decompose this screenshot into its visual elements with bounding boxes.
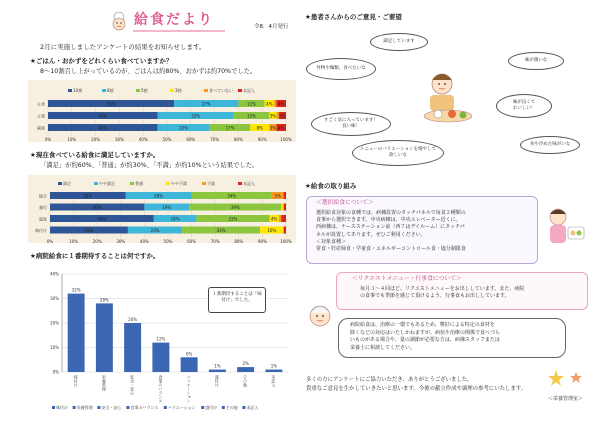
legend-label: 3割: [175, 88, 182, 93]
legend-label: 未記入: [243, 88, 255, 93]
data-label: 1%: [270, 363, 278, 369]
opinion-cloud-4: [496, 94, 552, 118]
q3-heading: ★病院給食に１番期待することは何ですか。: [30, 252, 160, 260]
bar-segment: [279, 215, 281, 222]
bar-segment: [281, 204, 283, 211]
data-label: 3%: [269, 113, 277, 119]
request-menu-body: [360, 286, 524, 300]
legend-swatch: [126, 406, 129, 409]
data-label: 46%: [98, 113, 108, 119]
data-label: 19%: [162, 204, 172, 210]
tick-label: 90%: [257, 137, 267, 142]
opinion-cloud-5: [311, 112, 391, 136]
q3-callout: [208, 287, 266, 313]
legend-label: 安全・安心: [101, 405, 122, 410]
legend-swatch: [164, 406, 167, 409]
legend-swatch: [170, 89, 174, 92]
opinion-text: すごく気に入っています！ 良い味！: [324, 118, 378, 129]
tick-label: 50%: [162, 137, 172, 142]
right-info_body-line: いものがある場合や、量の調節が必要な方は、病棟スタッフまたは: [350, 337, 500, 344]
bar-segment: [284, 204, 286, 211]
bar-segment: [281, 215, 286, 222]
opinion-text: 食や冷めた味がいな: [529, 142, 571, 148]
data-label: 5%: [274, 193, 281, 199]
data-label: 40%: [92, 204, 102, 210]
tick-label: 10%: [50, 345, 59, 350]
category-label: 安全・安心: [130, 375, 136, 395]
right-info_body-line: 除くなどの対応はいたしかねますが、病状や治療の関係で食べづら: [350, 329, 501, 336]
right-select_body-line: 西病棟は、ナースステーション前（西７はデイルーム）にタッチパ: [316, 224, 465, 231]
data-label: 3%: [269, 125, 277, 131]
bar: [237, 367, 254, 372]
category-label: 主菜: [37, 113, 45, 119]
data-label: 39%: [230, 204, 240, 210]
right-select_body-line: 食事から選択できます。中央病棟は、中央エレベーター近くに。: [316, 217, 461, 224]
tick-label: 80%: [234, 239, 244, 243]
intro-text: 2月に実施しましたアンケートの結果をお知らせします。: [40, 43, 206, 51]
data-label: 28%: [154, 193, 164, 199]
opinion-cloud-7: [352, 140, 444, 166]
category-label: 味付け: [73, 375, 79, 387]
nurse-illustration: [540, 205, 590, 249]
tick-label: 70%: [210, 137, 220, 142]
tick-label: 30%: [116, 239, 126, 243]
opinions-heading: ★患者さんからのご意見・ご要望: [305, 13, 402, 21]
legend-swatch: [238, 89, 242, 92]
bar: [96, 303, 113, 372]
tick-label: 60%: [187, 239, 197, 243]
data-label: 2%: [242, 361, 249, 367]
legend-label: 未記入: [243, 181, 255, 186]
bar-segment: [284, 192, 286, 199]
legend-label: 普通: [135, 181, 143, 186]
bar: [209, 370, 226, 372]
category-label: 温度: [39, 216, 47, 222]
tick-label: 100%: [280, 137, 292, 142]
tick-label: 30%: [114, 137, 124, 142]
tick-label: 10%: [69, 239, 79, 243]
data-label: 8%: [256, 125, 263, 131]
legend-swatch: [68, 89, 72, 92]
q3-callout-text: １番期待することは「味付け」でした。: [212, 292, 262, 304]
bar-segment: [284, 227, 286, 234]
tick-label: 80%: [233, 137, 243, 142]
opinion-cloud-6: [520, 136, 580, 154]
legend-swatch: [130, 182, 134, 185]
right-select_body-line: 選択給食対象の食種では、病棟設置のタッチパネルで毎食２種類の: [316, 210, 466, 216]
category-label: 主食: [37, 101, 45, 107]
legend-label: バリエーション: [167, 405, 196, 410]
efforts-heading: ★給食の取り組み: [305, 182, 357, 190]
legend-label: 8割: [107, 88, 114, 93]
tick-label: 40%: [50, 271, 59, 277]
issue-date: 令8．4月発行: [254, 24, 289, 30]
q1-heading: ★ごはん・おかずをどれくらい食べていますか？: [30, 57, 173, 65]
tick-label: 0%: [52, 369, 59, 375]
closing-message: [306, 376, 526, 394]
data-label: 33%: [84, 227, 94, 233]
stars-decoration: [548, 368, 588, 390]
legend-swatch: [201, 406, 204, 409]
data-label: 4%: [278, 125, 285, 131]
data-label: 17%: [225, 125, 235, 131]
data-label: 20%: [128, 317, 138, 322]
category-label: 量付: [39, 204, 47, 210]
right-info_body-line: 栄養士に相談してください。: [350, 344, 416, 351]
legend-swatch: [202, 182, 206, 185]
bar: [181, 357, 198, 372]
opinion-cloud-3: [508, 52, 564, 70]
data-label: 32%: [71, 287, 81, 293]
legend-label: 味付け: [56, 405, 68, 410]
data-label: 34%: [227, 193, 237, 199]
q2-chart-panel: [28, 175, 296, 243]
bar: [124, 323, 141, 372]
data-label: 12%: [156, 336, 166, 342]
data-label: 46%: [98, 125, 108, 131]
legend-swatch: [136, 89, 140, 92]
opinion-text: 味が良くて おいしい！: [512, 100, 536, 111]
data-label: 32%: [191, 113, 201, 119]
cook-illustration: [302, 300, 338, 336]
right-request_body-line: の食事でも季節を感じて頂けるよう、行事食もお出ししています。: [360, 293, 510, 300]
legend-label: やや不満: [171, 181, 187, 186]
legend-label: 未記入: [246, 405, 259, 410]
tick-label: 70%: [210, 239, 220, 243]
legend-label: その他: [225, 405, 238, 410]
legend-label: 5割: [141, 88, 148, 93]
data-label: 32%: [83, 193, 93, 199]
tick-label: 50%: [163, 239, 173, 243]
category-label: 総合: [39, 193, 47, 199]
legend-swatch: [204, 89, 208, 92]
right-select_body-line: ネルが設置してあります。ぜひご利用ください。: [316, 231, 426, 238]
page-title: 給食だより: [134, 12, 214, 28]
category-label: 栄養管理: [101, 375, 107, 391]
opinion-text: 丼物や麺類、食べたいな: [316, 66, 366, 72]
opinion-cloud-1: [370, 33, 428, 51]
patient-meal-illustration: [418, 68, 478, 126]
tick-label: 90%: [257, 239, 267, 243]
category-label: 副菜: [37, 125, 45, 131]
data-label: 53%: [106, 101, 116, 107]
data-label: 22%: [179, 125, 189, 131]
data-label: 27%: [201, 101, 211, 107]
bar: [265, 370, 282, 372]
legend-swatch: [166, 182, 170, 185]
q2-summary: 「満足」が約60%、「普通」が約30%、「不満」が約10%という結果でした。: [40, 162, 259, 169]
right-info_body-line: 病院給食は、治療の一環でもあるため、嗜好による特定の食材を: [350, 322, 495, 328]
signature: ＜栄養管理室＞: [548, 396, 584, 402]
q2-heading: ★現在食べている給食に満足していますか。: [30, 151, 160, 159]
tick-label: 20%: [50, 320, 59, 326]
info-callout-text: [350, 322, 500, 352]
category-label: 食事のバランス: [158, 375, 164, 403]
chef-illustration: [108, 10, 130, 32]
tick-label: 0%: [46, 239, 54, 243]
right-closing-line: 貴重なご意見を生かしていきたいと思います。今後の献立作成や調理の参考にいたします。: [306, 386, 527, 392]
right-request_body-line: 毎月３～４回ほど、リクエストメニューをお出ししています。また、病院: [360, 286, 525, 292]
opinion-text: 味が薄いな: [524, 58, 548, 64]
legend-label: 栄養管理: [76, 405, 93, 410]
data-label: 4%: [271, 216, 278, 222]
category-label: 未記入: [271, 375, 277, 387]
data-label: 4%: [266, 101, 273, 107]
legend-swatch: [94, 182, 98, 185]
legend-swatch: [242, 406, 245, 409]
legend-swatch: [222, 406, 225, 409]
legend-label: 不満: [207, 181, 215, 186]
legend-swatch: [238, 182, 242, 185]
data-label: 1%: [214, 363, 221, 369]
data-label: 3%: [279, 113, 286, 119]
data-label: 44%: [97, 216, 107, 222]
category-label: バリエーション: [186, 375, 192, 403]
data-label: 31%: [228, 216, 238, 222]
category-label: 盛付け: [214, 375, 220, 387]
category-label: その他: [243, 375, 249, 387]
legend-label: 盛付け: [205, 405, 218, 410]
q1-stacked-bar-chart: [28, 80, 296, 142]
data-label: 18%: [170, 216, 180, 222]
category-label: 味付け: [35, 227, 47, 233]
tick-label: 30%: [50, 296, 59, 301]
select-meal-body: [316, 210, 466, 253]
q1-chart-panel: [28, 80, 296, 142]
request-menu-title: ＜リクエストメニュー・行事食について＞: [352, 276, 462, 282]
q2-stacked-bar-chart: [28, 175, 296, 243]
data-label: 10%: [267, 227, 277, 233]
right-closing-line: 多くの方にアンケートにご協力いただき、ありがとうございました。: [306, 377, 473, 383]
title-underline: [133, 30, 225, 32]
legend-swatch: [73, 406, 76, 409]
legend-swatch: [52, 406, 55, 409]
opinion-text: 満足しています: [383, 39, 415, 45]
tick-label: 60%: [186, 137, 196, 142]
legend-swatch: [58, 182, 62, 185]
opinion-text: メニューのバリエーションを増やして 欲しいな: [359, 147, 437, 158]
bar-segment: [274, 100, 276, 107]
bar: [152, 343, 169, 372]
tick-label: 40%: [139, 239, 149, 243]
data-label: 23%: [150, 227, 160, 233]
q1-summary: 8～10割召し上がっているのが、ごはんは約80%、おかずは約70%でした。: [40, 68, 257, 75]
tick-label: 100%: [280, 239, 292, 243]
tick-label: 40%: [138, 137, 148, 142]
legend-label: 満足: [63, 181, 71, 186]
data-label: 11%: [247, 101, 256, 107]
legend-swatch: [97, 406, 100, 409]
data-label: 15%: [247, 113, 256, 119]
data-label: 4%: [278, 101, 285, 107]
right-select_body-line: 常食・妊産婦食・学童食・エネルギーコントロール食・塩分制限食: [316, 246, 466, 253]
tick-label: 10%: [67, 137, 77, 142]
legend-swatch: [102, 89, 106, 92]
data-label: 6%: [185, 351, 193, 357]
bar: [68, 294, 85, 372]
tick-label: 0%: [44, 137, 52, 142]
data-label: 33%: [216, 227, 226, 233]
legend-label: 食事のバランス: [130, 405, 159, 410]
data-label: 28%: [99, 297, 109, 303]
legend-label: 食べていない: [209, 88, 233, 93]
tick-label: 20%: [92, 239, 102, 243]
select-meal-title: ＜選択給食について＞: [316, 200, 374, 206]
opinion-cloud-2: [306, 58, 376, 80]
right-select_body-line: ＜対象食種＞: [316, 238, 347, 245]
legend-label: やや満足: [99, 181, 115, 186]
legend-label: 10割: [73, 88, 83, 93]
tick-label: 20%: [91, 137, 101, 142]
